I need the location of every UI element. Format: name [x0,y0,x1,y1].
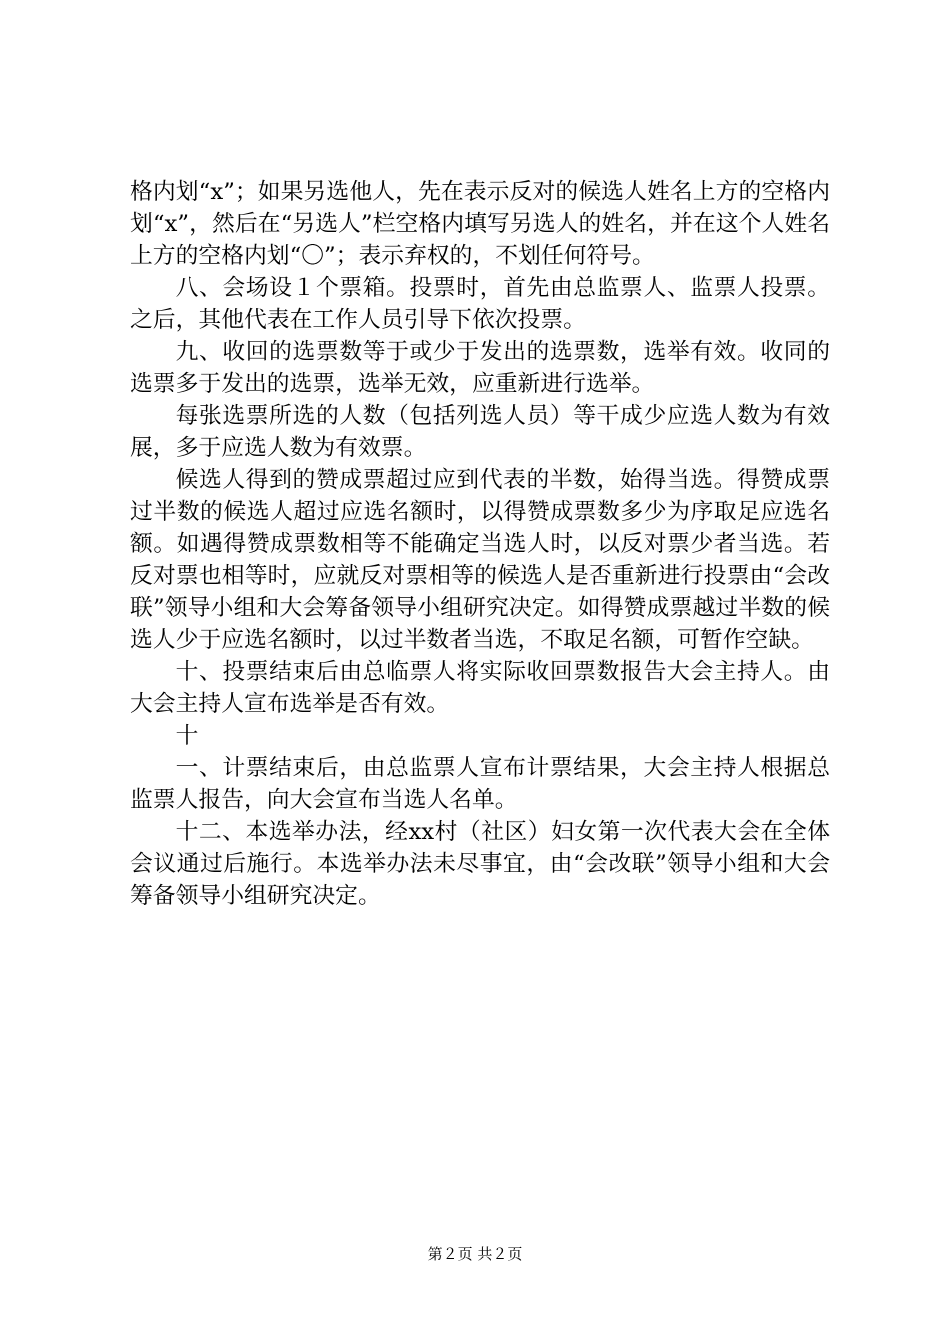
paragraph-final-article: 十二、本选举办法，经xx村（社区）妇女第一次代表大会在全体会议通过后施行。本选举办法未尽事宜，由“会改联”领导小组和大会筹备领导小组研究决定。 [130,819,830,909]
paragraph-ballot-box: 八、会场设１个票箱。投票时，首先由总监票人、监票人投票。之后，其他代表在工作人员引导下依次投票。 [130,275,830,333]
paragraph-valid-ballot: 每张选票所选的人数（包括列选人员）等干成少应选人数为有效展，多于应选人数为有效票。 [130,403,830,461]
document-body [130,176,830,912]
paragraph-voting-marks: 格内划“x”；如果另选他人，先在表示反对的候选人姓名上方的空格内划“x”，然后在“另选人”栏空格内填写另选人的姓名，并在这个人姓名上方的空格内划“〇”；表示弃权的，不划任何符号。 [130,179,830,269]
paragraph-heading-ten: 十 [175,723,199,749]
page-number: 第２页 共２页 [427,1245,523,1263]
paragraph-count-result: 一、计票结束后，由总监票人宣布计票结果，大会主持人根据总监票人报告，向大会宣布当选人名单。 [130,755,830,813]
page-footer [0,1244,950,1264]
paragraph-vote-report: 十、投票结束后由总临票人将实际收回票数报告大会主持人。由大会主持人宣布选举是否有效。 [130,659,830,717]
paragraph-election-rules: 候选人得到的赞成票超过应到代表的半数，始得当选。得赞成票过半数的候选人超过应选名额时，以得赞成票数多少为序取足应选名额。如遇得赞成票数相等不能确定当选人时，以反对票少者当选。若反对票也相等时，应就反对票相等的候选人是否重新进行投票由“会改联”领导小组和大会筹备领导小组研究决定。如得赞成票越过半数的候选人少于应选名额时，以过半数者当选，不取足名额，可暂作空缺。 [130,467,830,653]
paragraph-ballot-count: 九、收回的选票数等于或少于发出的选票数，选举有效。收同的选票多于发出的选票，选举无效，应重新进行选举。 [130,339,830,397]
